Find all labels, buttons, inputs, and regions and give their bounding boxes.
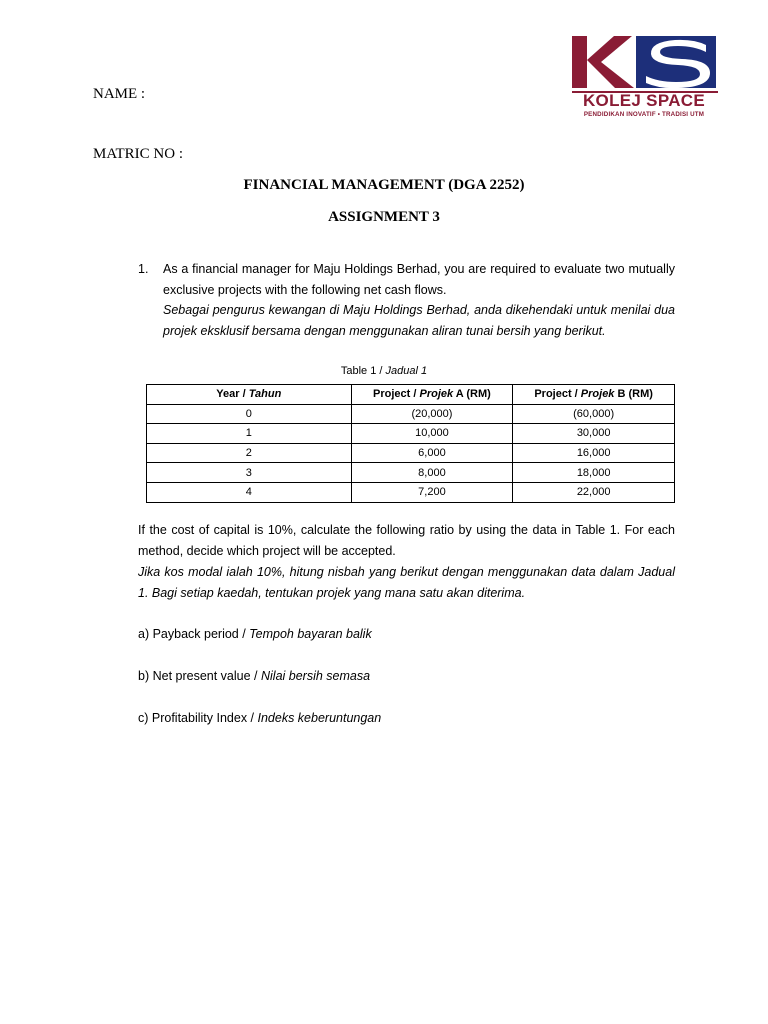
cell-project-a: 7,200 xyxy=(351,482,513,502)
cell-year: 1 xyxy=(147,424,352,444)
question-text-ms: Sebagai pengurus kewangan di Maju Holdings Berhad, anda dikehendaki untuk menilai dua projek eksklusif bersama dengan menggunakan aliran tunai bersih yang berikut. xyxy=(163,303,675,338)
cell-project-b: 16,000 xyxy=(513,443,675,463)
cell-project-b: 22,000 xyxy=(513,482,675,502)
course-title: FINANCIAL MANAGEMENT (DGA 2252) xyxy=(243,177,525,193)
cell-year: 2 xyxy=(147,443,352,463)
instruction-text-ms: Jika kos modal ialah 10%, hitung nisbah yang berikut dengan menggunakan data dalam Jadual 1. Bagi setiap kaedah, tentukan projek yang mana satu akan diterima. xyxy=(138,565,675,600)
instruction-text-en: If the cost of capital is 10%, calculate the following ratio by using the data in Table 1. For each method, decide which project will be accepted. xyxy=(138,523,675,558)
table-row xyxy=(147,482,675,502)
header-project-b: Project / Projek B (RM) xyxy=(513,385,675,405)
instruction-text xyxy=(138,520,675,604)
header-project-a: Project / Projek A (RM) xyxy=(351,385,513,405)
cell-project-b: 18,000 xyxy=(513,463,675,483)
header-year: Year / Tahun xyxy=(147,385,352,405)
table-row xyxy=(147,443,675,463)
part-b-net-present-value: b) Net present value / Nilai bersih semasa xyxy=(138,669,371,683)
cash-flow-table xyxy=(146,384,675,503)
part-c-profitability-index: c) Profitability Index / Indeks keberuntungan xyxy=(138,711,382,725)
table-row xyxy=(147,463,675,483)
table-caption-en: Table 1 / xyxy=(340,365,386,377)
part-a-payback-period: a) Payback period / Tempoh bayaran balik xyxy=(138,627,372,641)
cell-year: 0 xyxy=(147,404,352,424)
cell-project-a: (20,000) xyxy=(351,404,513,424)
matric-no-label: MATRIC NO : xyxy=(93,146,184,162)
name-label: NAME : xyxy=(93,86,146,102)
question-text xyxy=(163,259,675,341)
cell-project-a: 10,000 xyxy=(351,424,513,444)
table-caption xyxy=(0,365,768,377)
logo-name: KOLEJ SPACE xyxy=(582,91,705,110)
cell-project-b: 30,000 xyxy=(513,424,675,444)
table-header-row xyxy=(147,385,675,405)
table-row xyxy=(147,424,675,444)
assignment-title: ASSIGNMENT 3 xyxy=(328,209,440,225)
cell-year: 4 xyxy=(147,482,352,502)
question-number: 1. xyxy=(138,262,149,276)
table-row xyxy=(147,404,675,424)
cell-project-a: 8,000 xyxy=(351,463,513,483)
cell-project-a: 6,000 xyxy=(351,443,513,463)
table-caption-ms: Jadual 1 xyxy=(385,365,428,377)
logo-tagline: PENDIDIKAN INOVATIF • TRADISI UTM xyxy=(583,111,705,118)
cell-project-b: (60,000) xyxy=(513,404,675,424)
cell-year: 3 xyxy=(147,463,352,483)
question-text-en: As a financial manager for Maju Holdings Berhad, you are required to evaluate two mutually exclusive projects with the following net cash flows. xyxy=(163,262,675,297)
